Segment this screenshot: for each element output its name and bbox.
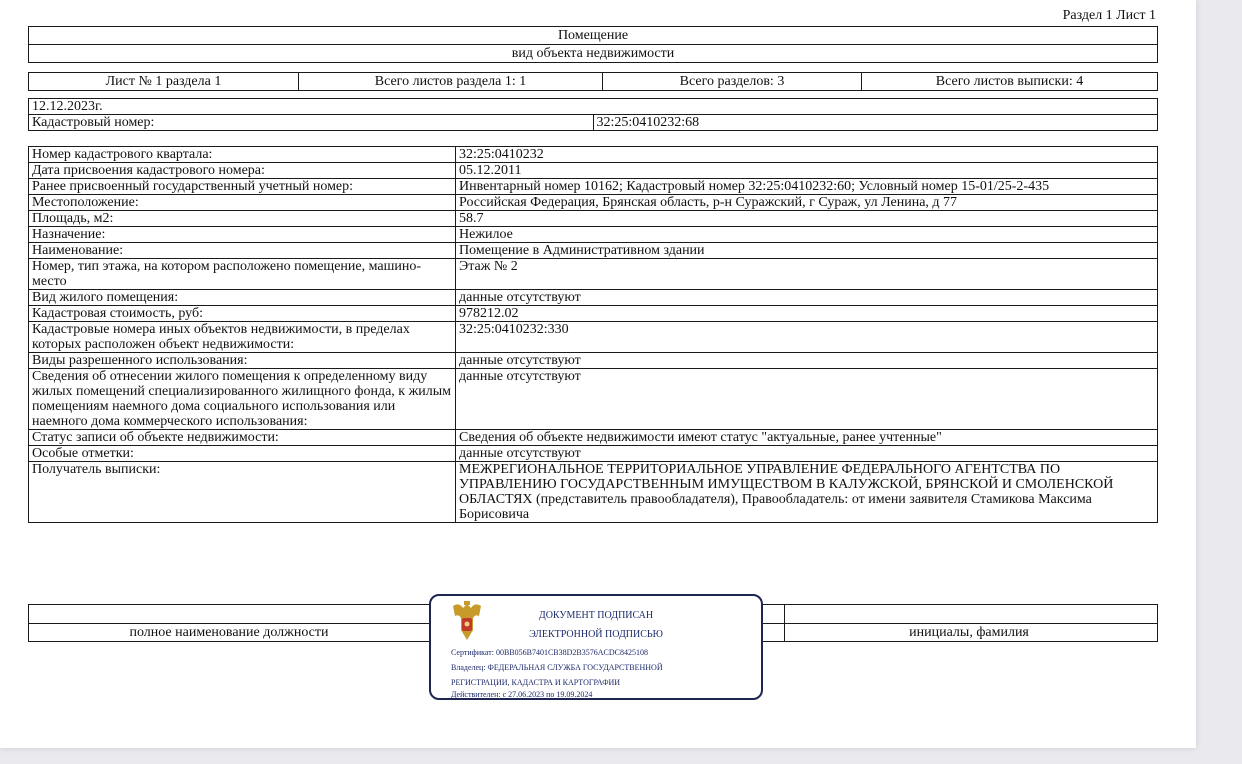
row-label: Сведения об отнесении жилого помещения к определенному виду жилых помещений специализированного жилищного фонда, к жилым помещениям наемного дома социального использования или наемного дома коммерческого использования: <box>29 369 456 430</box>
row-value: 58.7 <box>456 211 1158 227</box>
row-value: Сведения об объекте недвижимости имеют статус "актуальные, ранее учтенные" <box>456 430 1158 446</box>
row-value: 32:25:0410232:330 <box>456 322 1158 353</box>
table-row <box>29 147 1158 163</box>
signature-validity: Действителен: с 27.06.2023 по 19.09.2024 <box>451 690 593 699</box>
row-value: Российская Федерация, Брянская область, р-н Суражский, г Сураж, ул Ленина, д 77 <box>456 195 1158 211</box>
row-value: данные отсутствуют <box>456 369 1158 430</box>
row-value: Этаж № 2 <box>456 259 1158 290</box>
row-value: данные отсутствуют <box>456 353 1158 369</box>
table-row <box>29 462 1158 523</box>
row-label: Ранее присвоенный государственный учетный номер: <box>29 179 456 195</box>
total-sheets-extract: Всего листов выписки: 4 <box>935 74 1084 89</box>
table-row <box>29 446 1158 462</box>
row-value: Инвентарный номер 10162; Кадастровый номер 32:25:0410232:60; Условный номер 15-01/25-2-435 <box>456 179 1158 195</box>
signature-owner-1: Владелец: ФЕДЕРАЛЬНАЯ СЛУЖБА ГОСУДАРСТВЕННОЙ <box>451 663 663 672</box>
table-row <box>29 211 1158 227</box>
table-row <box>29 227 1158 243</box>
total-sheets-section: Всего листов раздела 1: 1 <box>299 73 603 90</box>
signature-certificate: Сертификат: 00BB056B7401CB38D2B3576ACDC8425108 <box>451 648 648 657</box>
table-row <box>29 243 1158 259</box>
row-label: Местоположение: <box>29 195 456 211</box>
table-row <box>29 195 1158 211</box>
position-label: полное наименование должности <box>129 625 329 640</box>
object-type: Помещение <box>557 28 629 43</box>
table-row <box>29 290 1158 306</box>
row-label: Дата присвоения кадастрового номера: <box>29 163 456 179</box>
row-label: Кадастровая стоимость, руб: <box>29 306 456 322</box>
object-header <box>28 26 1158 63</box>
total-sections: Всего разделов: 3 <box>603 73 862 90</box>
row-label: Статус записи об объекте недвижимости: <box>29 430 456 446</box>
signature-line-2: ЭЛЕКТРОННОЙ ПОДПИСЬЮ <box>529 629 663 640</box>
table-row <box>29 163 1158 179</box>
row-value: МЕЖРЕГИОНАЛЬНОЕ ТЕРРИТОРИАЛЬНОЕ УПРАВЛЕНИЕ ФЕДЕРАЛЬНОГО АГЕНТСТВА ПО УПРАВЛЕНИЮ ГОСУДАРСТВЕННЫМ ИМУЩЕСТВОМ В КАЛУЖСКОЙ, БРЯНСКОЙ И СМОЛЕНСКОЙ ОБЛАСТЯХ (представитель правообладателя), Правообладатель: от имени заявителя Стамикова Максима Борисовича <box>456 462 1158 523</box>
row-value: Помещение в Административном здании <box>456 243 1158 259</box>
extract-date: 12.12.2023г. <box>29 99 1158 115</box>
section-reference: Раздел 1 Лист 1 <box>1062 8 1156 23</box>
table-row <box>29 179 1158 195</box>
row-label: Особые отметки: <box>29 446 456 462</box>
table-row <box>29 353 1158 369</box>
sheets-info-row <box>28 72 1158 91</box>
row-value: 32:25:0410232 <box>456 147 1158 163</box>
electronic-signature-stamp <box>429 594 763 700</box>
row-value: Нежилое <box>456 227 1158 243</box>
cadastral-label: Кадастровый номер: <box>29 115 594 131</box>
row-label: Номер, тип этажа, на котором расположено помещение, машино-место <box>29 259 456 290</box>
row-label: Кадастровые номера иных объектов недвижимости, в пределах которых расположен объект недвижимости: <box>29 322 456 353</box>
row-value: данные отсутствуют <box>456 446 1158 462</box>
row-label: Наименование: <box>29 243 456 259</box>
row-value: 05.12.2011 <box>456 163 1158 179</box>
row-label: Вид жилого помещения: <box>29 290 456 306</box>
table-row <box>29 259 1158 290</box>
table-row <box>29 430 1158 446</box>
row-value: данные отсутствуют <box>456 290 1158 306</box>
row-label: Номер кадастрового квартала: <box>29 147 456 163</box>
signature-line-1: ДОКУМЕНТ ПОДПИСАН <box>538 610 654 621</box>
table-row <box>29 369 1158 430</box>
cadastral-value: 32:25:0410232:68 <box>593 115 1158 131</box>
row-label: Площадь, м2: <box>29 211 456 227</box>
properties-table <box>28 146 1158 523</box>
row-value: 978212.02 <box>456 306 1158 322</box>
row-label: Получатель выписки: <box>29 462 456 523</box>
signature-owner-2: РЕГИСТРАЦИИ, КАДАСТРА И КАРТОГРАФИИ <box>451 678 621 687</box>
object-kind: вид объекта недвижимости <box>29 44 1157 62</box>
initials-label: инициалы, фамилия <box>909 625 1029 640</box>
sheet-number: Лист № 1 раздела 1 <box>29 73 299 90</box>
date-cadastral-block <box>28 98 1158 131</box>
table-row <box>29 322 1158 353</box>
table-row <box>29 306 1158 322</box>
row-label: Виды разрешенного использования: <box>29 353 456 369</box>
row-label: Назначение: <box>29 227 456 243</box>
